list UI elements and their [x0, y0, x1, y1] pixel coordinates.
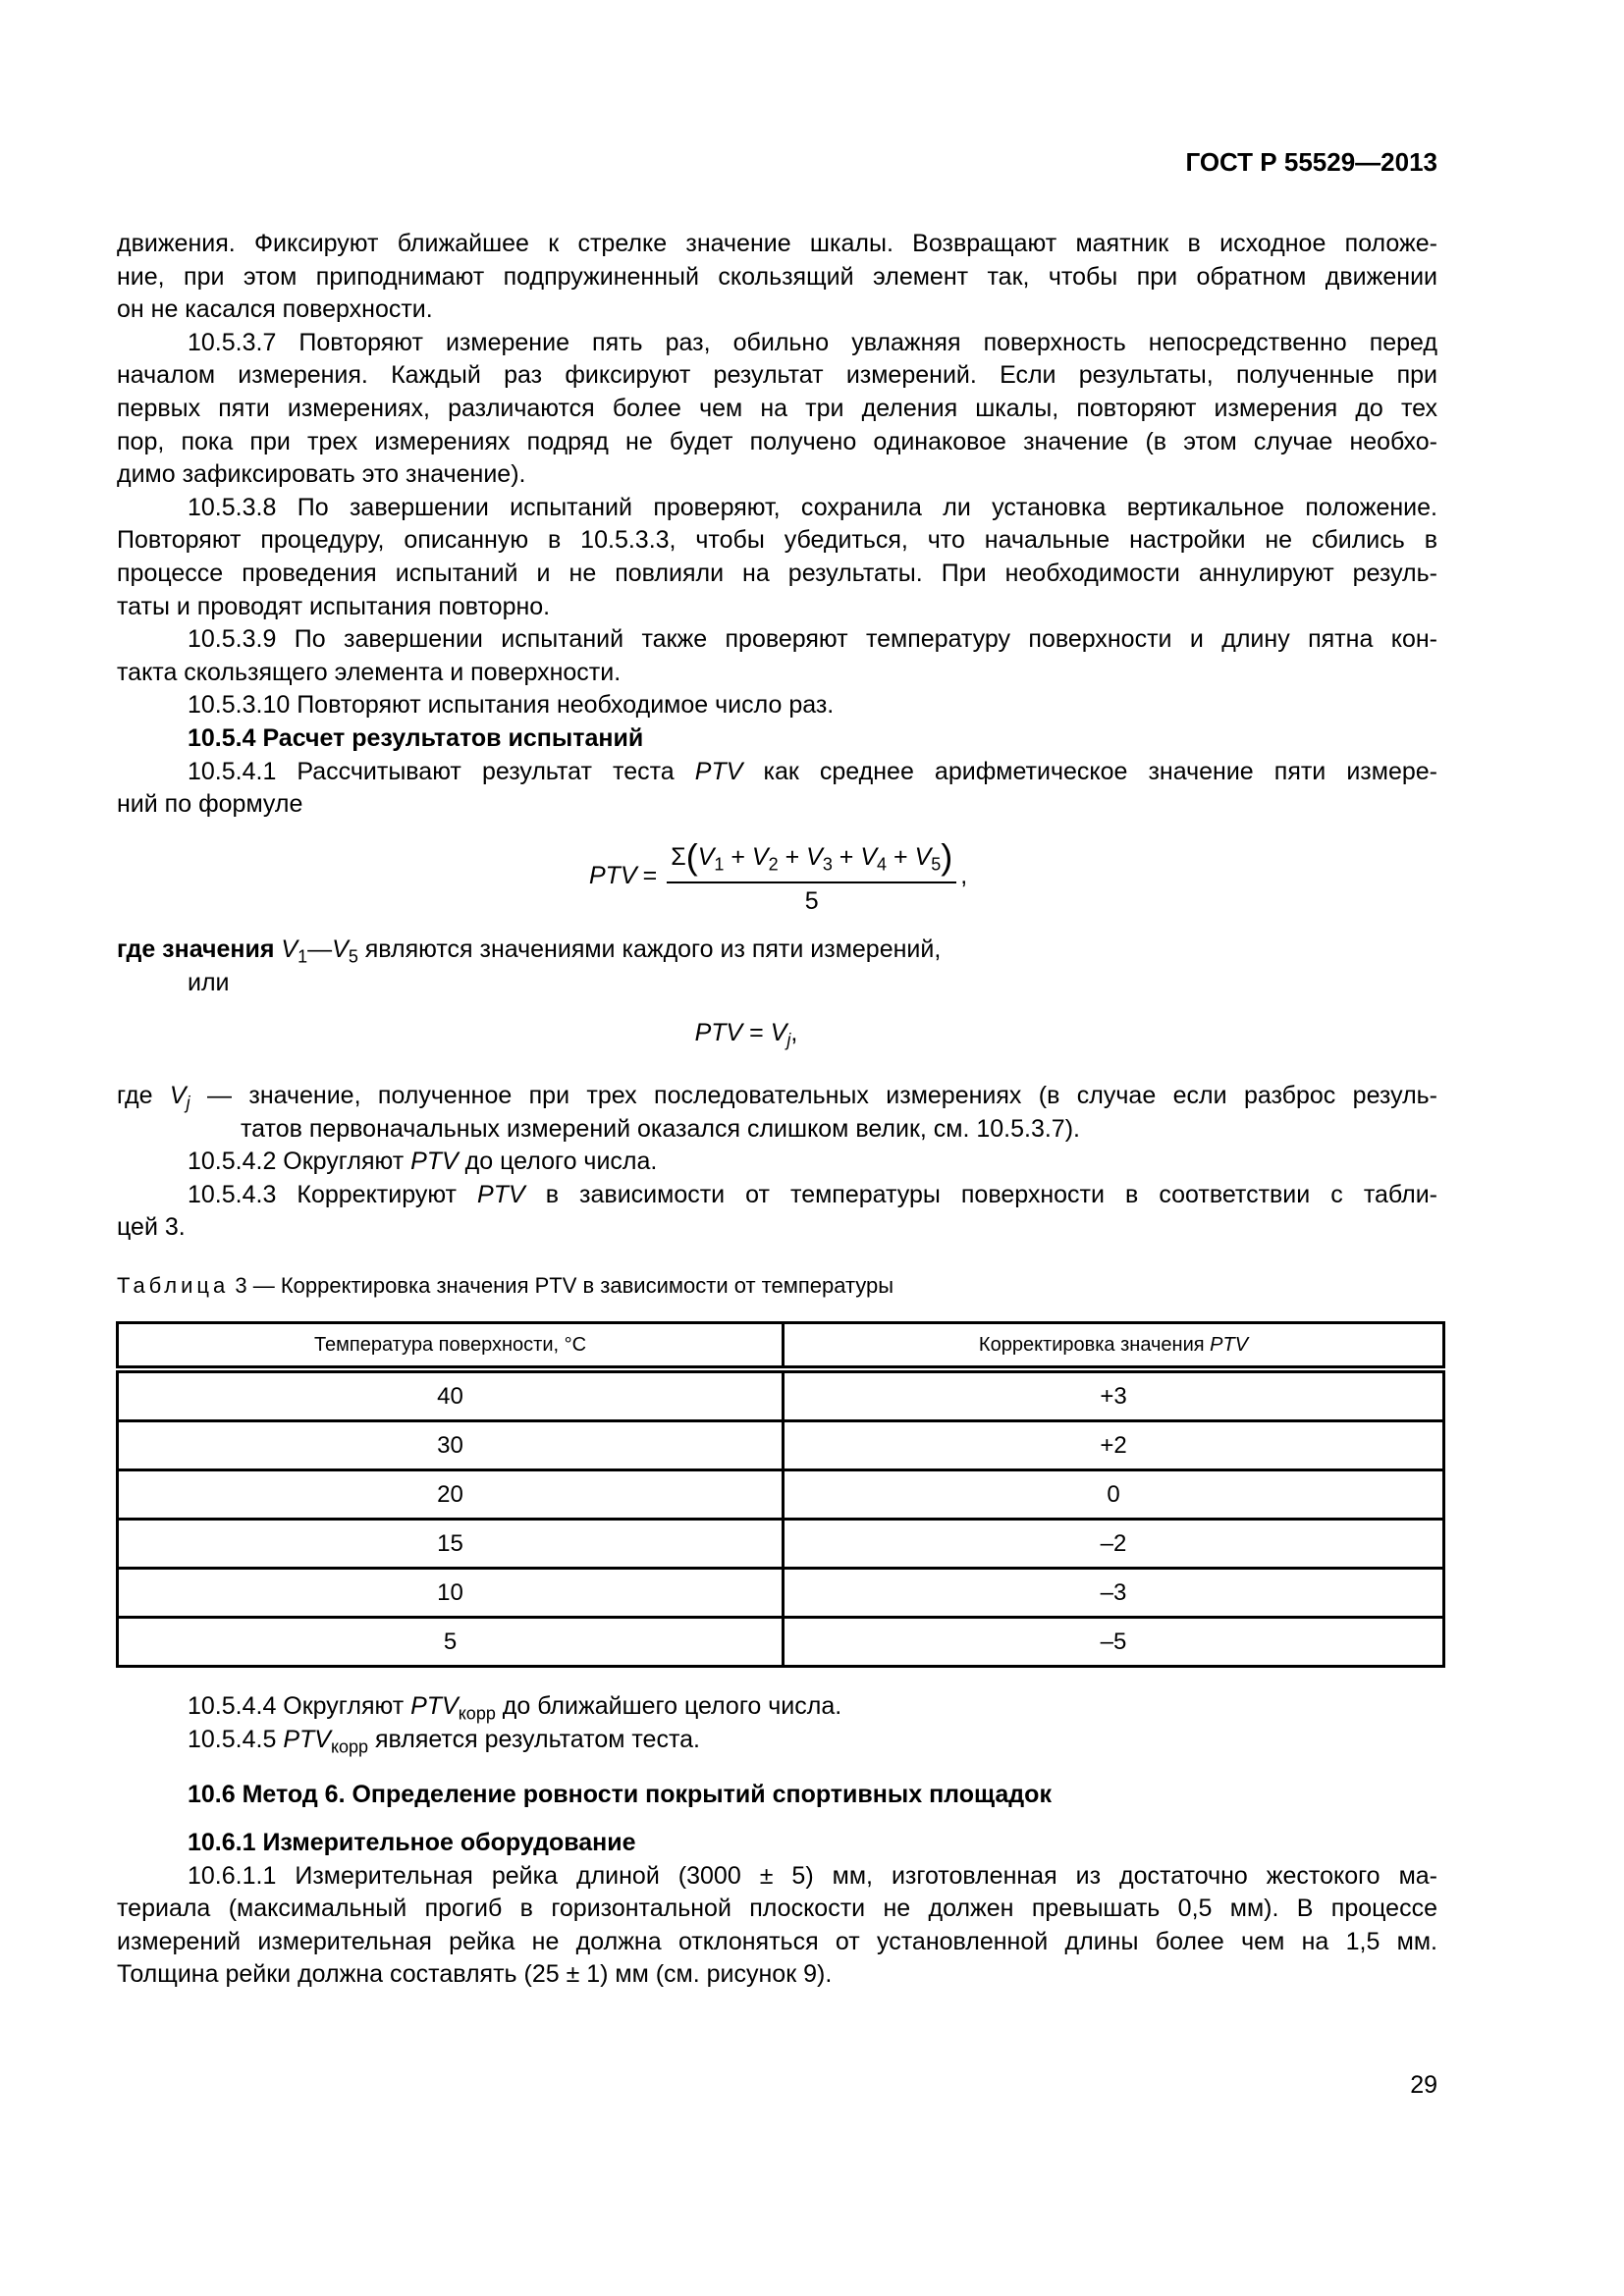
text-block-10-5-3 [117, 228, 1437, 822]
text-line [117, 359, 1437, 393]
text-segment: 10.5.4.1 Рассчитывают результат теста [188, 757, 695, 785]
text-segment: — значение, полученное при трех последовательных измерениях (в случае если разброс резуль- [189, 1082, 1438, 1109]
plus-sign: + [839, 843, 854, 871]
text-line [117, 591, 1437, 624]
cell-temperature: 15 [118, 1520, 784, 1569]
text-line [117, 524, 1437, 558]
text-segment: 10.6 Метод 6. Определение ровности покрытий спортивных площадок [188, 1781, 1052, 1808]
var-v3-index: 3 [822, 854, 833, 875]
var-v4: V [860, 843, 878, 871]
cell-correction: +2 [784, 1421, 1444, 1470]
paragraph [117, 623, 1437, 689]
text-line [117, 1080, 1437, 1113]
text-segment: 10.5.4.3 Корректируют [188, 1180, 478, 1208]
var-v5-index: 5 [931, 854, 942, 875]
text-segment: такта скользящего элемента и поверхности. [117, 658, 622, 686]
paragraph [117, 1146, 1437, 1179]
var-v1: V [697, 843, 715, 871]
formula-equals: = [642, 862, 658, 889]
cell-correction: –2 [784, 1520, 1444, 1569]
text-segment: PTV [694, 1019, 743, 1046]
text-segment: PTV [410, 1692, 459, 1720]
text-line [117, 1179, 1437, 1212]
text-line [117, 1113, 1437, 1147]
text-segment: корр [458, 1703, 496, 1724]
text-segment: 10.6.1.1 Измерительная рейка длиной (3000 ± 5) мм, изготовленная из достаточно жестокого ма- [188, 1861, 1437, 1890]
text-segment: 10.6.1 Измерительное оборудование [188, 1829, 636, 1856]
paragraph [117, 228, 1437, 327]
var-v2-index: 2 [768, 854, 779, 875]
text-segment: в зависимости от температуры поверхности в соответствии с табли- [524, 1180, 1437, 1208]
paragraph [117, 756, 1437, 822]
text-segment: татов первоначальных измерений оказался слишком велик, см. 10.5.3.7). [241, 1114, 1080, 1143]
paragraph [550, 1017, 943, 1050]
text-segment: 10.5.4.4 Округляют [188, 1692, 411, 1720]
table-row [118, 1618, 1444, 1667]
text-segment: j [186, 1093, 190, 1113]
text-segment: Повторяют процедуру, описанную в 10.5.3.3, чтобы убедиться, что начальные настройки не сбились в [117, 526, 1437, 555]
table-row [118, 1470, 1444, 1520]
section-heading [117, 1779, 1437, 1812]
text-segment: 10.5.3.7 Повторяют измерение пять раз, обильно увлажняя поверхность непосредственно перед [188, 328, 1437, 356]
text-line [117, 1926, 1437, 1959]
paragraph [117, 1179, 1437, 1245]
formula-lhs: PTV [589, 862, 637, 889]
paragraph [117, 1690, 1437, 1724]
paragraph [117, 327, 1437, 492]
text-line [117, 558, 1437, 591]
text-segment: пор, пока при трех измерениях подряд не будет получено одинаковое значение (в этом случае необхо- [117, 427, 1437, 455]
text-segment: j [786, 1030, 791, 1050]
text-segment: до ближайшего целого числа. [495, 1692, 842, 1720]
text-segment: таты и проводят испытания повторно. [117, 592, 551, 620]
text-line [117, 1860, 1437, 1894]
text-segment: V [281, 935, 298, 963]
var-v5: V [914, 843, 932, 871]
section-heading [117, 722, 1437, 756]
text-segment: 10.5.3.10 Повторяют испытания необходимое число раз. [188, 691, 835, 720]
paragraph [117, 492, 1437, 623]
table-row [118, 1520, 1444, 1569]
text-line [117, 261, 1437, 294]
text-line [117, 657, 1437, 690]
cell-temperature: 30 [118, 1421, 784, 1470]
cell-correction: –3 [784, 1569, 1444, 1618]
open-paren: ( [685, 836, 698, 877]
text-segment: 1 [298, 946, 308, 967]
page-number: 29 [1410, 2071, 1437, 2099]
table-row [118, 1569, 1444, 1618]
section-heading-10-6 [117, 1779, 1437, 1812]
table-caption [117, 1273, 893, 1299]
formula-fraction [667, 836, 956, 916]
text-line [117, 458, 1437, 492]
close-paren: ) [941, 836, 953, 877]
cell-temperature: 40 [118, 1369, 784, 1421]
header-correction-label: Корректировка значения [978, 1333, 1211, 1356]
text-segment: — [307, 935, 333, 963]
text-line [117, 623, 1437, 657]
paragraph [117, 1080, 1437, 1146]
cell-correction: 0 [784, 1470, 1444, 1520]
section-heading [117, 1827, 1437, 1860]
text-line [117, 492, 1437, 525]
text-segment: началом измерения. Каждый раз фиксируют результат измерений. Если результаты, полученные при [117, 361, 1437, 390]
paragraph [117, 1724, 1437, 1757]
header-correction-ptv: PTV [1210, 1333, 1249, 1356]
text-segment: цей 3. [117, 1213, 186, 1242]
ptv-correction-table [116, 1321, 1445, 1668]
paragraph [117, 1860, 1437, 1992]
text-segment: первых пяти измерениях, различаются более чем на три деления шкалы, повторяют измерения до тех [117, 394, 1437, 422]
text-line [117, 228, 1437, 261]
formula-trailing-comma: , [960, 862, 968, 889]
text-segment: где значения [117, 935, 282, 963]
cell-temperature: 10 [118, 1569, 784, 1618]
text-line [117, 1724, 1437, 1757]
var-v3: V [806, 843, 823, 871]
text-segment: корр [330, 1735, 369, 1756]
text-segment: 10.5.4.5 [188, 1725, 284, 1753]
text-line [117, 1211, 1437, 1245]
text-segment: или [188, 968, 230, 996]
paragraph [117, 967, 1437, 1000]
text-segment: V [332, 935, 349, 963]
var-v1-index: 1 [714, 854, 725, 875]
cell-temperature: 5 [118, 1618, 784, 1667]
var-v2: V [751, 843, 769, 871]
document-id-header: ГОСТ Р 55529—2013 [1185, 147, 1437, 177]
paragraph [117, 689, 1437, 722]
text-segment: ний по формуле [117, 790, 303, 819]
header-correction [784, 1323, 1444, 1370]
header-temperature: Температура поверхности, °C [118, 1323, 784, 1370]
text-segment: 10.5.3.9 По завершении испытаний также проверяют температуру поверхности и длину пятна кон- [188, 625, 1437, 654]
text-segment: V [169, 1082, 187, 1109]
sum-symbol: Σ [671, 843, 686, 871]
cell-correction: +3 [784, 1369, 1444, 1421]
text-segment: как среднее арифметическое значение пяти измере- [742, 757, 1437, 785]
text-segment: , [790, 1019, 798, 1046]
text-segment: измерений измерительная рейка не должна отклоняться от установленной длины более чем на 1,5 мм. [117, 1927, 1437, 1955]
text-line [117, 426, 1437, 459]
text-segment: 10.5.4.2 Округляют [188, 1148, 411, 1176]
text-segment: Толщина рейки должна составлять (25 ± 1) мм (см. рисунок 9). [117, 1960, 833, 1989]
table-row [118, 1369, 1444, 1421]
text-segment: териала (максимальный прогиб в горизонтальной плоскости не должен превышать 0,5 мм). В процессе [117, 1895, 1437, 1923]
cell-temperature: 20 [118, 1470, 784, 1520]
where-clause-block [117, 934, 1437, 999]
table-row [118, 1421, 1444, 1470]
text-line [117, 788, 1437, 822]
paragraph [117, 934, 1437, 967]
plus-sign: + [731, 843, 745, 871]
text-line [117, 1779, 1437, 1812]
text-segment: 5 [348, 946, 358, 967]
text-line [117, 1893, 1437, 1926]
table-header-row [118, 1323, 1444, 1370]
text-line [550, 1017, 943, 1050]
plus-sign: + [893, 843, 908, 871]
table-caption-label: Таблица [117, 1273, 230, 1298]
formula-numerator [667, 836, 956, 883]
formula-denominator: 5 [804, 887, 819, 915]
text-segment: где [117, 1082, 170, 1109]
text-block-10-6-1 [117, 1827, 1437, 1992]
text-line [117, 294, 1437, 327]
formula-ptv-vj [550, 1017, 943, 1050]
text-segment: 10.5.4 Расчет результатов испытаний [188, 723, 644, 752]
text-segment: процессе проведения испытаний и не повлияли на результаты. При необходимости аннулируют резуль- [117, 559, 1437, 587]
text-line [117, 1690, 1437, 1724]
text-segment: PTV [694, 757, 743, 785]
text-block-10-5-4-4 [117, 1690, 1437, 1756]
text-line [117, 327, 1437, 360]
text-segment: = [742, 1019, 771, 1046]
text-segment: движения. Фиксируют ближайшее к стрелке значение шкалы. Возвращают маятник в исходное положе- [117, 230, 1437, 257]
text-line [117, 967, 1437, 1000]
text-segment: он не касался поверхности. [117, 295, 433, 324]
text-segment: являются значениями каждого из пяти измерений, [357, 935, 942, 963]
text-segment: PTV [410, 1148, 459, 1176]
text-segment: димо зафиксировать это значение). [117, 460, 526, 489]
text-line [117, 934, 1437, 967]
text-line [117, 689, 1437, 722]
text-line [117, 756, 1437, 789]
text-segment: 10.5.3.8 По завершении испытаний проверяют, сохранила ли установка вертикальное положение. [188, 493, 1437, 521]
text-segment: V [770, 1019, 787, 1046]
text-block-10-5-4 [117, 1080, 1437, 1245]
text-line [117, 1958, 1437, 1992]
formula-ptv-mean [589, 836, 967, 916]
text-segment: ние, при этом приподнимают подпружиненный скользящий элемент так, чтобы при обратном движении [117, 262, 1437, 291]
var-v4-index: 4 [877, 854, 888, 875]
text-segment: до целого числа. [458, 1148, 658, 1176]
table-caption-text: 3 — Корректировка значения PTV в зависимости от температуры [229, 1273, 894, 1298]
text-line [117, 393, 1437, 426]
text-segment: PTV [477, 1180, 525, 1208]
plus-sign: + [785, 843, 800, 871]
text-line [117, 722, 1437, 756]
text-segment: является результатом теста. [368, 1725, 700, 1753]
text-line [117, 1827, 1437, 1860]
text-line [117, 1146, 1437, 1179]
text-segment: PTV [283, 1725, 331, 1753]
cell-correction: –5 [784, 1618, 1444, 1667]
